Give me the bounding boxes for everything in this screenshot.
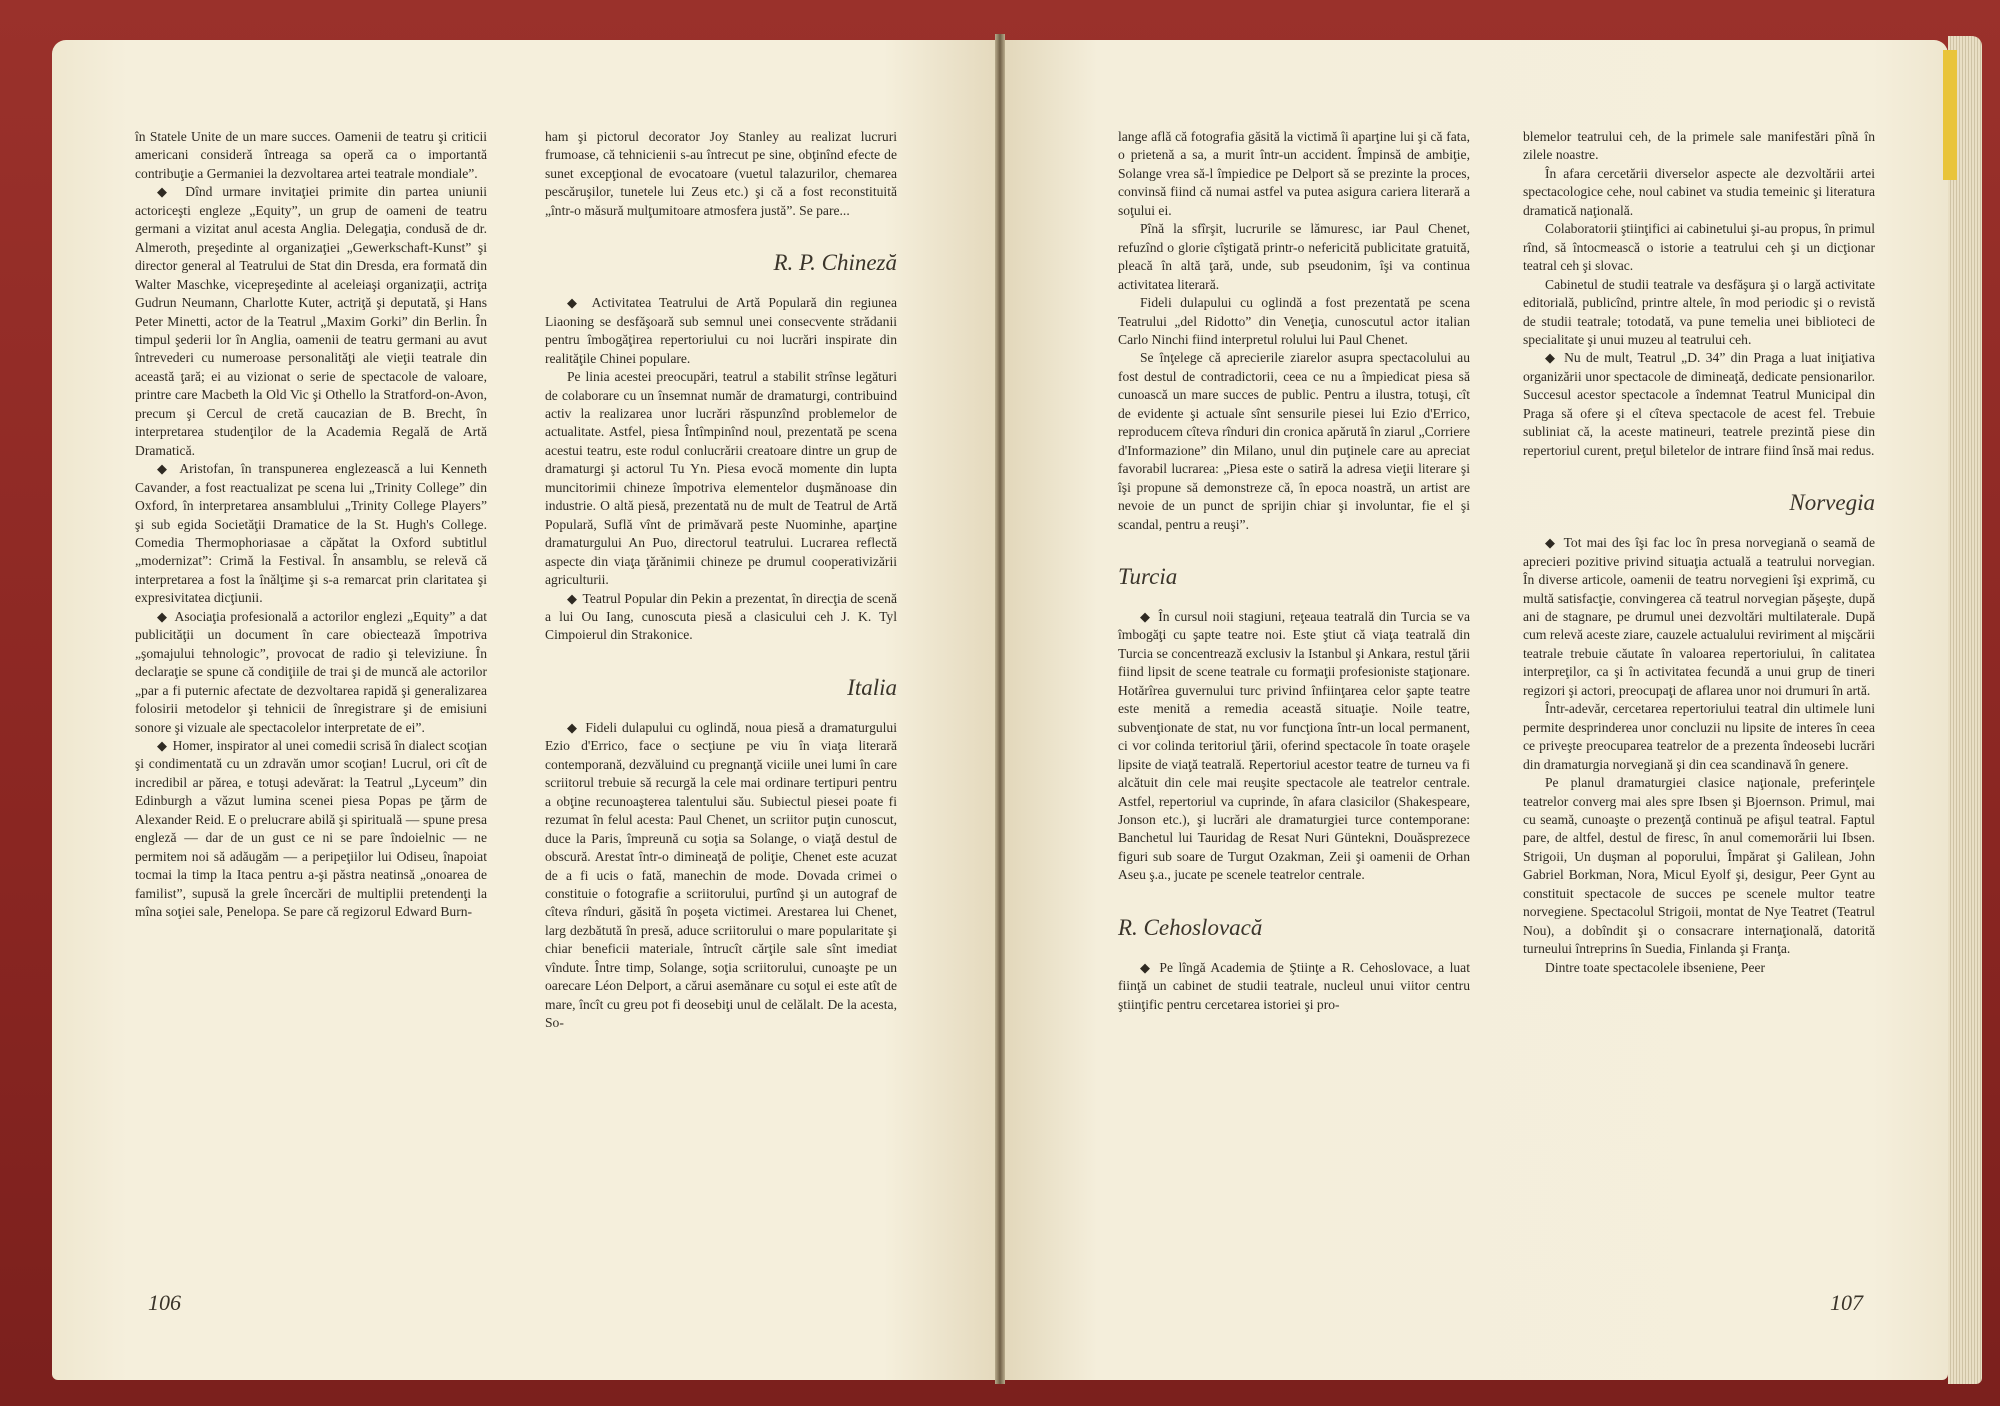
paragraph <box>1118 959 1470 1014</box>
paragraph <box>1118 294 1470 349</box>
paragraph-text: Activitatea Teatrului de Artă Populară din regiunea Liaoning se desfăşoară sub semnul unei consecvente strădanii pentru îmbogăţirea repertoriului cu noi lucrări inspirate din realităţile Chinei populare. <box>545 295 897 366</box>
right-column-2 <box>1523 128 1875 977</box>
paragraph <box>1118 349 1470 534</box>
paragraph <box>1118 608 1470 885</box>
paragraph-text: lange află că fotografia găsită la victimă îi aparţine lui şi că fata, o prietenă a sa, a murit într-un accident. Împinsă de ambiţie, Solange vrea să-l împiedice pe Delport să se prezinte la proces, convinsă fiind că numai astfel va putea asigura cariera literară a soţului ei. <box>1118 129 1470 218</box>
paragraph <box>1523 165 1875 220</box>
paragraph-text: Fideli dulapului cu oglindă a fost prezentată pe scena Teatrului „del Ridotto” din Veneţia, cunoscutul actor italian Carlo Ninchi fiind interpretul rolului lui Paul Chenet. <box>1118 295 1470 347</box>
paragraph <box>135 460 487 608</box>
diamond-bullet-icon: ◆ <box>1545 350 1563 366</box>
paragraph <box>1523 220 1875 275</box>
diamond-bullet-icon: ◆ <box>157 184 184 200</box>
diamond-bullet-icon: ◆ <box>157 737 171 753</box>
paragraph <box>545 719 897 1033</box>
diamond-bullet-icon: ◆ <box>1545 535 1562 551</box>
paragraph-text: ham şi pictorul decorator Joy Stanley au realizat lucruri frumoase, că tehnicienii s-au întrecut pe sine, obţinînd efecte de sunet excepţional de evocatoare (vuetul talazurilor, chemarea pescăruşilor, tunetele lui Zeus etc.) şi că a fost reconstituită „într-o măsură mulţumitoare atmosfera justă”. Se pare... <box>545 129 897 218</box>
paragraph-text: Nu de mult, Teatrul „D. 34” din Praga a luat iniţiativa organizării unor spectacole de dimineaţă, dedicate pensionarilor. Succesul acestor spectacole a îndemnat Teatrul Municipal din Praga să ofere şi el cîteva spectacole de acest fel. Trebuie subliniat că, la aceste matineuri, teatrele prezintă piese din repertoriul curent, preţul biletelor de intrare fiind însă mai redus. <box>1523 350 1876 458</box>
paragraph-text: Se înţelege că aprecierile ziarelor asupra spectacolului au fost destul de contradictorii, ceea ce nu a împiedicat piesa să cunoască un mare succes de public. Pentru a ilustra, totuşi, cît de evidente şi actuale sînt sensurile piesei lui Ezio d'Errico, reproducem cîteva rînduri din cronica apărută în ziarul „Corriere d'Informazione” din Milano, unul din puţinele care au apreciat favorabil lucrarea: „Piesa este o satiră la adresa vieţii literare şi îşi propune să demonstreze că, în epoca noastră, un artist are nevoie de un punct de sprijin chiar şi involuntar, fie el şi scandal, pentru a reuşi”. <box>1118 350 1470 532</box>
paragraph-text: Pînă la sfîrşit, lucrurile se lămuresc, iar Paul Chenet, refuzînd o glorie cîştigată printr-o nefericită publicitate gratuită, pleacă în altă ţară, unde, sub pseudonim, îşi va continua activitatea literară. <box>1118 221 1470 292</box>
paragraph-text: în Statele Unite de un mare succes. Oamenii de teatru şi criticii americani consideră întreaga sa operă ca o importantă contribuţie a Germaniei la dezvoltarea artei teatrale mondiale”. <box>135 129 487 181</box>
paragraph <box>545 128 897 220</box>
section-heading: R. Cehoslovacă <box>1118 914 1263 940</box>
bookmark-ribbon <box>1943 50 1957 180</box>
paragraph-text: Teatrul Popular din Pekin a prezentat, în direcţia de scenă a lui Ou Iang, cunoscuta piesă a clasicului ceh J. K. Tyl Cimpoierul din Strakonice. <box>545 590 897 643</box>
diamond-bullet-icon: ◆ <box>1140 608 1157 624</box>
page-number-left: 106 <box>148 1290 181 1315</box>
paragraph-text: Homer, inspirator al unei comedii scrisă în dialect scoţian şi condimentată cu un zdravăn umor scoţian! Lucrul, ori cît de incredibil ar părea, e totuşi adevărat: la Teatrul „Lyceum” din Edinburgh a văzut lumina scenei piesa Popas pe ţărm de Alexander Reid. E o prelucrare abilă şi spirituală — spune presa engleză — dar de un gust ce ni se pare îndoielnic — ne permitem noi să adăugăm — a peripeţiilor lui Odiseu, înapoiat tocmai la timp la Itaca pentru a-şi păstra neatinsă „onoarea de familist”, supusă la grele încercări de multiplii pretendenţi la mîna soţiei sale, Penelopa. Se pare că regizorul Edward Burn- <box>135 737 488 920</box>
paragraph-text: În cursul noii stagiuni, reţeaua teatrală din Turcia se va îmbogăţi cu şapte teatre noi. Este ştiut că viaţa teatrală din Turcia se concentrează exclusiv la Istanbul şi Ankara, restul ţării fiind lipsit de scene teatrale cu formaţii profesioniste staţionare. Hotărîrea guvernului turc privind înfiinţarea celor şapte teatre este menită a remedia această situaţie. Noile teatre, subvenţionate de stat, nu vor funcţiona într-un local permanent, ci vor colinda teritoriul ţării, oferind spectacole în toate oraşele lipsite de viaţă teatrală. Repertoriul acestor teatre de turneu va fi alcătuit din cele mai reuşite spectacole ale teatrelor centrale. Astfel, repertoriul va cuprinde, în afara clasicilor (Shakespeare, Jonson etc.), şi lucrări ale dramaturgiei turce contemporane: Banchetul lui Tauridag de Resat Nuri Güntekni, Douăsprezece figuri sub soare de Turgut Ozakman, Zeii şi oamenii de Orhan Aseu ş.a., jucate pe scenele teatrelor centrale. <box>1118 608 1470 883</box>
paragraph-text: Asociaţia profesională a actorilor englezi „Equity” a dat publicităţii un document în care obiectează împotriva „şomajului tehnologic”, provocat de radio şi televiziune. În declaraţie se spune că condiţiile de trai şi de muncă ale actorilor „par a fi puternic afectate de dezvoltarea rapidă şi generalizarea folosirii metodelor şi tehnicii de înregistrare şi de emisiuni sonore şi vizuale ale spectacolelor interpretate de ei”. <box>135 608 488 735</box>
right-column-1 <box>1118 128 1470 1014</box>
paragraph-text: Dînd urmare invitaţiei primite din partea uniunii actoriceşti engleze „Equity”, un grup de oameni de teatru germani a vizitat anul acesta Anglia. Delegaţia, condusă de dr. Almeroth, preşedinte al organizaţiei „Gewerkschaft-Kunst” şi director general al Teatrului de Stat din Dresda, era formată din Walter Maschke, vicepreşedinte al aceleiaşi organizaţii, actriţa Gudrun Neumann, Charlotte Kuter, actriţă şi deputată, şi Hans Peter Minetti, actor de la Teatrul „Maxim Gorki” din Berlin. În timpul şederii lor în Anglia, oamenii de teatru germani au avut întrevederi cu numeroase personalităţi ale vieţii teatrale din această ţară; ei au vizionat o serie de spectacole de valoare, printre care Macbeth la Old Vic şi Othello la Stratford-on-Avon, precum şi Cercul de cretă caucazian de B. Brecht, în interpretarea studenţilor de la Academia Regală de Artă Dramatică. <box>135 184 487 458</box>
section-heading: R. P. Chineză <box>773 250 897 276</box>
paragraph-text: Aristofan, în transpunerea englezească a lui Kenneth Cavander, a fost reactualizat pe scena lui „Trinity College” din Oxford, în interpretarea ansamblului „Trinity College Players” şi sub egida Societăţii Dramatice de la St. Hugh's College. Comedia Thermophoriasae a căpătat la Oxford subtitlul „modernizat”: Crimă la Festival. În ansamblu, se relevă că interpretarea a fost la înălţime şi s-a remarcat prin claritatea şi expresivitatea dicţiunii. <box>135 461 488 606</box>
paragraph <box>545 294 897 368</box>
section-heading: Turcia <box>1118 563 1178 589</box>
page-number-right: 107 <box>1830 1290 1863 1315</box>
paragraph <box>1523 700 1875 774</box>
paragraph <box>1523 774 1875 959</box>
paragraph <box>545 368 897 589</box>
diamond-bullet-icon: ◆ <box>567 719 584 735</box>
diamond-bullet-icon: ◆ <box>567 590 581 606</box>
paragraph <box>135 608 487 737</box>
paragraph-text: Tot mai des îşi fac loc în presa norvegiană o seamă de aprecieri pozitive privind situaţia actuală a teatrului norvegian. În diverse articole, oamenii de teatru norvegieni îşi exprimă, cu multă satisfacţie, convingerea că teatrul norvegian păşeşte, după ani de stagnare, pe drumul unei dezvoltări multilaterale. După cum relevă aceste ziare, cauzele actualului reviriment al mişcării teatrale trebuie căutate în valoarea repertoriului, în calitatea interpreţilor, ca şi în activitatea fecundă a unui grup de tineri regizori şi actori, preocupaţi de aflarea unor noi drumuri în artă. <box>1523 535 1875 698</box>
paragraph <box>1523 349 1875 460</box>
paragraph <box>135 183 487 460</box>
paragraph <box>135 737 487 922</box>
paragraph <box>135 128 487 183</box>
paragraph-text: Colaboratorii ştiinţifici ai cabinetului şi-au propus, în primul rînd, să întocmească o istorie a teatrului ceh şi un dicţionar teatral ceh şi slovac. <box>1523 221 1875 274</box>
paragraph <box>1523 128 1875 165</box>
paragraph-text: Fideli dulapului cu oglindă, noua piesă a dramaturgului Ezio d'Errico, face o secţiune pe viu în viaţa literară contemporană, dezvăluind cu pregnanţă viciile unei lumi în care scriitorul trebuie să recurgă la cele mai ordinare tertipuri pentru a obţine recunoaşterea talentului său. Subiectul piesei poate fi rezumat în felul acesta: Paul Chenet, un scriitor puţin cunoscut, duce la Paris, împreună cu soţia sa Solange, o viaţă destul de obscură. Arestat într-o dimineaţă de poliţie, Chenet este acuzat de a fi ucis o fată, manechin de mode. Dovada crimei o constituie o fotografie a scriitorului, purtînd şi un autograf de cîteva rînduri, găsită în poşeta victimei. Arestarea lui Chenet, larg dezbătută în presă, aduce scriitorului o mare popularitate şi chiar beneficii materiale, întrucît cărţile sale sînt imediat vîndute. Între timp, Solange, soţia scriitorului, cunoaşte pe un oarecare Léon Delport, a cărui asemănare cu soţul ei este atît de mare, încît cu greu pot fi deosebiţi unul de celălalt. De la acesta, So- <box>545 719 898 1031</box>
section-heading: Norvegia <box>1789 490 1875 516</box>
paragraph-text: Pe lîngă Academia de Ştiinţe a R. Cehoslovace, a luat fiinţă un cabinet de studii teatrale, nucleul unui viitor centru ştiinţific pentru cercetarea istoriei şi pro- <box>1118 959 1470 1012</box>
paragraph <box>1523 534 1875 700</box>
left-column-2 <box>545 128 897 1033</box>
paragraph-text: Dintre toate spectacolele ibseniene, Peer <box>1545 959 1766 975</box>
book-gutter <box>995 34 1005 1384</box>
left-column-1 <box>135 128 487 921</box>
paragraph <box>1523 959 1875 977</box>
paragraph <box>545 590 897 645</box>
paragraph-text: blemelor teatrului ceh, de la primele sale manifestări pînă în zilele noastre. <box>1523 129 1875 163</box>
paragraph <box>1118 128 1470 220</box>
paragraph-text: Într-adevăr, cercetarea repertoriului teatral din ultimele luni permite desprinderea unor concluzii nu lipsite de interes în ceea ce priveşte preocuparea teatrelor de a prezenta îndeosebi lucrări din dramaturgia norvegiană şi din cea scandinavă în genere. <box>1523 701 1875 772</box>
diamond-bullet-icon: ◆ <box>1140 959 1158 975</box>
page-edges <box>1948 36 1982 1384</box>
paragraph <box>1523 276 1875 350</box>
paragraph-text: Cabinetul de studii teatrale va desfăşura şi o largă activitate editorială, publicînd, printre altele, în mod periodic şi o revistă de studii teatrale; totodată, va pune temelia unei biblioteci de specialitate şi unui muzeu al teatrului ceh. <box>1523 276 1875 347</box>
paragraph-text: Pe linia acestei preocupări, teatrul a stabilit strînse legături de colaborare cu un însemnat număr de dramaturgi, contribuind activ la realizarea unor lucrări răspunzînd problemelor de actualitate. Astfel, piesa Întîmpinînd noul, prezentată pe scena acestui teatru, este rodul conlucrării creatoare dintre un grup de dramaturgi şi actorul Tu Yn. Piesa evocă momente din lupta muncitorimii chineze împotriva elementelor duşmănoase din industrie. O altă piesă, prezentată nu de mult de Teatrul de Artă Populară, Suflă vînt de primăvară peste Nuominhe, aparţine dramaturgului An Puo, directorul teatrului. Lucrarea reflectă aspecte din viaţa ţărănimii chineze pe drumul cooperativizării agriculturii. <box>545 369 897 588</box>
diamond-bullet-icon: ◆ <box>567 295 590 311</box>
section-heading: Italia <box>847 674 897 700</box>
paragraph <box>1118 220 1470 294</box>
paragraph-text: Pe planul dramaturgiei clasice naţionale, preferinţele teatrelor converg mai ales spre Ibsen şi Bjoernson. Primul, mai cu seamă, cunoaşte o prezenţă continuă pe afişul teatral. Faptul pare, de altfel, destul de firesc, în anul comemorării lui Ibsen. Strigoii, Un duşman al poporului, Împărat şi Galilean, John Gabriel Borkman, Nora, Micul Eyolf şi, desigur, Peer Gynt au constituit spectacole de succes pe scenele multor teatre norvegiene. Spectacolul Strigoii, montat de Nye Teatret (Teatrul Nou), a dobîndit şi o consacrare internaţională, datorită turneului întreprins în Suedia, Finlanda şi Franţa. <box>1523 775 1875 957</box>
diamond-bullet-icon: ◆ <box>157 608 173 624</box>
diamond-bullet-icon: ◆ <box>157 461 178 477</box>
paragraph-text: În afara cercetării diverselor aspecte ale dezvoltării artei spectacologice cehe, noul cabinet va studia temeinic şi literatura dramatică naţională. <box>1523 165 1875 218</box>
